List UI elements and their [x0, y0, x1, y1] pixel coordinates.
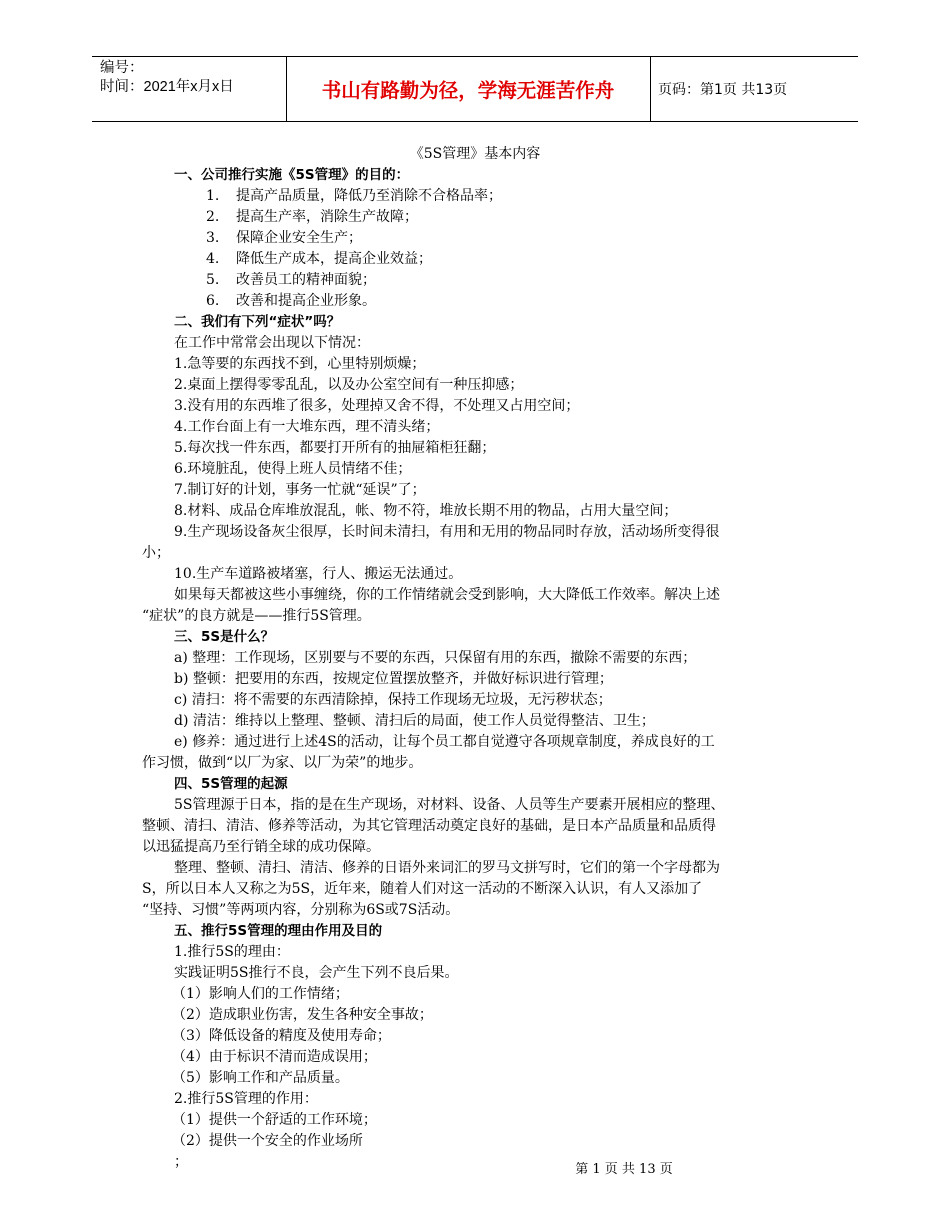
list-item: 9.生产现场设备灰尘很厚，长时间未清扫，有用和无用的物品同时存放，活动场所变得很	[174, 524, 720, 540]
list-item: （2）提供一个安全的作业场所	[172, 1133, 363, 1149]
list-item: 7.制订好的计划，事务一忙就“延误”了；	[174, 482, 426, 498]
list-item-continuation: 作习惯，做到“以厂为家、以厂为荣”的地步。	[142, 755, 423, 771]
trailing-punctuation: ；	[174, 1154, 188, 1170]
list-item: 2.桌面上摆得零零乱乱，以及办公室空间有一种压抑感；	[174, 377, 524, 393]
paragraph-line: 整顿、清扫、清洁、修养等活动，为其它管理活动奠定良好的基础，是日本产品质量和品质得	[142, 818, 716, 834]
list-item-continuation: 小；	[142, 545, 170, 561]
section-2-intro: 在工作中常常会出现以下情况：	[174, 335, 370, 351]
list-item: 10.生产车道路被堵塞，行人、搬运无法通过。	[174, 566, 463, 582]
list-item: 6. 改善和提高企业形象。	[206, 293, 376, 309]
document-title: 《5S管理》基本内容	[409, 146, 541, 162]
paragraph-line: “症状”的良方就是——推行5S管理。	[142, 608, 371, 624]
list-item: （1）提供一个舒适的工作环境；	[172, 1112, 377, 1128]
paragraph-line: “坚持、习惯”等两项内容，分别称为6S或7S活动。	[142, 902, 460, 918]
section-5-heading: 五、推行5S管理的理由作用及目的	[174, 923, 383, 939]
list-item: （2）造成职业伤害，发生各种安全事故；	[172, 1007, 433, 1023]
section-3-heading: 三、5S是什么？	[174, 629, 275, 645]
header-meta	[100, 59, 234, 97]
list-item: 4. 降低生产成本，提高企业效益；	[206, 251, 432, 267]
time-label: 时间：2021年x月x日	[100, 79, 234, 95]
paragraph-line: 整理、整顿、清扫、清洁、修养的日语外来词汇的罗马文拼写时，它们的第一个字母都为	[174, 860, 720, 876]
list-item: 1.急等要的东西找不到，心里特别烦燥；	[174, 356, 426, 372]
list-item: 2. 提高生产率，消除生产故障；	[206, 209, 418, 225]
list-item: a) 整理：工作现场，区别要与不要的东西，只保留有用的东西，撤除不需要的东西；	[174, 650, 697, 666]
list-item: 4.工作台面上有一大堆东西，理不清头绪；	[174, 419, 440, 435]
list-item: 5.每次找一件东西，都要打开所有的抽屉箱柜狂翻；	[174, 440, 496, 456]
list-item: c) 清扫：将不需要的东西清除掉，保持工作现场无垃圾，无污秽状态；	[174, 692, 612, 708]
paragraph-line: 实践证明5S推行不良，会产生下列不良后果。	[174, 965, 459, 981]
page-header	[92, 56, 858, 122]
page-footer: 第 1 页 共 13 页	[575, 1162, 673, 1177]
list-item: 3. 保障企业安全生产；	[206, 230, 362, 246]
header-page-info: 页码：第1页 共13页	[658, 82, 788, 98]
list-item: 5. 改善员工的精神面貌；	[206, 272, 376, 288]
subheading: 1.推行5S的理由：	[174, 944, 290, 960]
list-item: 3.没有用的东西堆了很多，处理掉又舍不得，不处理又占用空间；	[174, 398, 580, 414]
list-item: （3）降低设备的精度及使用寿命；	[172, 1028, 391, 1044]
list-item: d) 清洁：维持以上整理、整顿、清扫后的局面，使工作人员觉得整洁、卫生；	[174, 713, 655, 729]
section-2-heading: 二、我们有下列“症状”吗？	[174, 314, 341, 330]
section-1-heading: 一、公司推行实施《5S管理》的目的：	[174, 167, 410, 183]
list-item: 1. 提高产品质量，降低乃至消除不合格品率；	[206, 188, 502, 204]
list-item: （4）由于标识不清而造成误用；	[172, 1049, 377, 1065]
subheading: 2.推行5S管理的作用：	[174, 1091, 318, 1107]
list-item: （1）影响人们的工作情绪；	[172, 986, 349, 1002]
paragraph-line: 如果每天都被这些小事缠绕，你的工作情绪就会受到影响，大大降低工作效率。解决上述	[174, 587, 720, 603]
paragraph-line: 5S管理源于日本，指的是在生产现场，对材料、设备、人员等生产要素开展相应的整理、	[174, 797, 725, 813]
list-item: b) 整顿：把要用的东西，按规定位置摆放整齐，并做好标识进行管理；	[174, 671, 613, 687]
header-motto: 书山有路勤为径，学海无涯苦作舟	[321, 79, 615, 102]
paragraph-line: S，所以日本人又称之为5S，近年来，随着人们对这一活动的不断深入认识，有人又添加了	[142, 881, 703, 897]
section-4-heading: 四、5S管理的起源	[174, 776, 288, 792]
list-item: （5）影响工作和产品质量。	[172, 1070, 349, 1086]
list-item: e) 修养：通过进行上述4S的活动，让每个员工都自觉遵守各项规章制度，养成良好的工	[174, 734, 715, 750]
code-label: 编号：	[100, 60, 144, 76]
list-item: 6.环境脏乱，使得上班人员情绪不佳；	[174, 461, 412, 477]
header-divider	[650, 57, 651, 121]
paragraph-line: 以迅猛提高乃至行销全球的成功保障。	[142, 839, 380, 855]
list-item: 8.材料、成品仓库堆放混乱，帐、物不符，堆放长期不用的物品，占用大量空间；	[174, 503, 678, 519]
